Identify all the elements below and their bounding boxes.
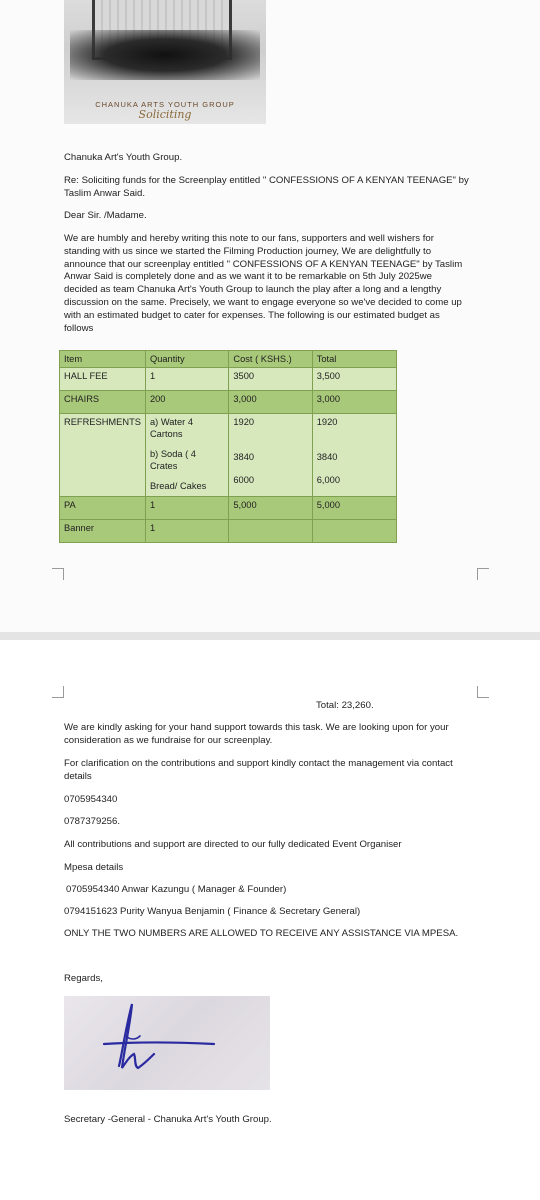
body-line: standing with us since we started the Filming Production journey, We are delightfully to <box>64 245 432 257</box>
header-quantity: Quantity <box>145 351 228 368</box>
cost-bread: 6000 <box>233 475 255 485</box>
clarification <box>64 758 474 784</box>
subject-line-1: Re: Soliciting funds for the Screenplay entitled " CONFESSIONS OF A KENYAN TEENAGE" by <box>64 175 469 186</box>
cell-item: CHAIRS <box>60 391 146 414</box>
cell-item: REFRESHMENTS <box>60 414 146 497</box>
header-cost: Cost ( KSHS.) <box>229 351 312 368</box>
body-line: with an estimated budget to cater for expenses. The following is our estimated budget as <box>64 309 440 321</box>
body-line: discussion on the same. Precisely, we want to engage everyone so we've decided to come up <box>64 296 462 308</box>
cell-total <box>312 520 396 543</box>
cell-cost: 5,000 <box>229 497 312 520</box>
mpesa-label: Mpesa details <box>64 862 124 873</box>
qty-bread: Bread/ Cakes <box>149 481 207 491</box>
salutation: Dear Sir. /Madame. <box>64 210 147 221</box>
cell-total <box>312 414 396 497</box>
header-total: Total <box>312 351 396 368</box>
addressee: Chanuka Art's Youth Group. <box>64 152 183 163</box>
total-soda: 3840 <box>316 452 338 462</box>
mpesa-notice: ONLY THE TWO NUMBERS ARE ALLOWED TO RECEIVE ANY ASSISTANCE VIA MPESA. <box>64 928 459 939</box>
cell-total: 5,000 <box>312 497 396 520</box>
qty-water: a) Water 4 Cartons <box>149 417 194 439</box>
page-corner-mark <box>52 568 64 580</box>
total-water: 1920 <box>316 417 338 427</box>
cell-total: 3,500 <box>312 368 396 391</box>
table-row <box>60 391 397 414</box>
logo-text: CHANUKA ARTS YOUTH GROUP <box>95 100 235 109</box>
page-separator <box>0 632 540 640</box>
table-row <box>60 368 397 391</box>
cell-item: PA <box>60 497 146 520</box>
body-line: We are humbly and hereby writing this note to our fans, supporters and well wishers for <box>64 233 434 244</box>
cell-total: 3,000 <box>312 391 396 414</box>
body-line: follows <box>64 322 94 334</box>
cell-qty: 1 <box>145 497 228 520</box>
mpesa-contact-1: 0705954340 Anwar Kazungu ( Manager & Founder) <box>66 884 287 895</box>
cell-cost <box>229 414 312 497</box>
cell-cost: 3,000 <box>229 391 312 414</box>
regards: Regards, <box>64 973 103 984</box>
table-row <box>60 414 397 497</box>
body-line: Anwar Said is completely done and as we want it to be remarkable on 5th July 2025we <box>64 271 432 283</box>
support-line-1: We are kindly asking for your hand support towards this task. We are looking upon for your <box>64 722 449 733</box>
cell-qty: 200 <box>145 391 228 414</box>
contributions-directed: All contributions and support are directed to our fully dedicated Event Organiser <box>64 839 402 850</box>
budget-table <box>59 350 397 543</box>
table-row <box>60 520 397 543</box>
subject-line-2: Taslim Anwar Said. <box>64 187 146 199</box>
group-logo-image <box>64 0 266 124</box>
cell-item: Banner <box>60 520 146 543</box>
clarification-line-2: details <box>64 770 92 782</box>
subject-line <box>64 175 474 201</box>
contact-phone-2: 0787379256. <box>64 816 121 827</box>
letter-body <box>64 233 474 335</box>
cell-cost: 3500 <box>229 368 312 391</box>
support-request <box>64 722 474 748</box>
logo-ink-splash <box>70 30 260 80</box>
mpesa-contact-2: 0794151623 Purity Wanyua Benjamin ( Finance & Secretary General) <box>64 906 361 917</box>
contact-phone-1: 0705954340 <box>64 794 118 805</box>
cost-water: 1920 <box>233 417 255 427</box>
cell-qty: 1 <box>145 368 228 391</box>
table-row <box>60 497 397 520</box>
page-corner-mark <box>477 568 489 580</box>
signature-image <box>64 996 270 1090</box>
cell-qty: 1 <box>145 520 228 543</box>
signature-strokes <box>64 996 270 1090</box>
cell-cost <box>229 520 312 543</box>
budget-total: Total: 23,260. <box>316 700 374 711</box>
qty-soda: b) Soda ( 4 Crates <box>149 449 196 471</box>
signoff: Secretary -General - Chanuka Art's Youth Group. <box>64 1114 272 1125</box>
header-item: Item <box>60 351 146 368</box>
body-line: decided as team Chanuka Art's Youth Group to launch the play after a long and a lengthy <box>64 284 442 296</box>
logo-script-text: Soliciting <box>138 108 192 121</box>
cell-item: HALL FEE <box>60 368 146 391</box>
total-bread: 6,000 <box>316 475 340 485</box>
body-line: announce that our screenplay entitled " CONFESSIONS OF A KENYAN TEENAGE" by Taslim <box>64 258 463 270</box>
clarification-line-1: For clarification on the contributions and support kindly contact the management via contact <box>64 758 453 769</box>
support-line-2: consideration as we fundraise for our screenplay. <box>64 734 273 746</box>
table-header-row <box>60 351 397 368</box>
cell-qty <box>145 414 228 497</box>
cost-soda: 3840 <box>233 452 255 462</box>
